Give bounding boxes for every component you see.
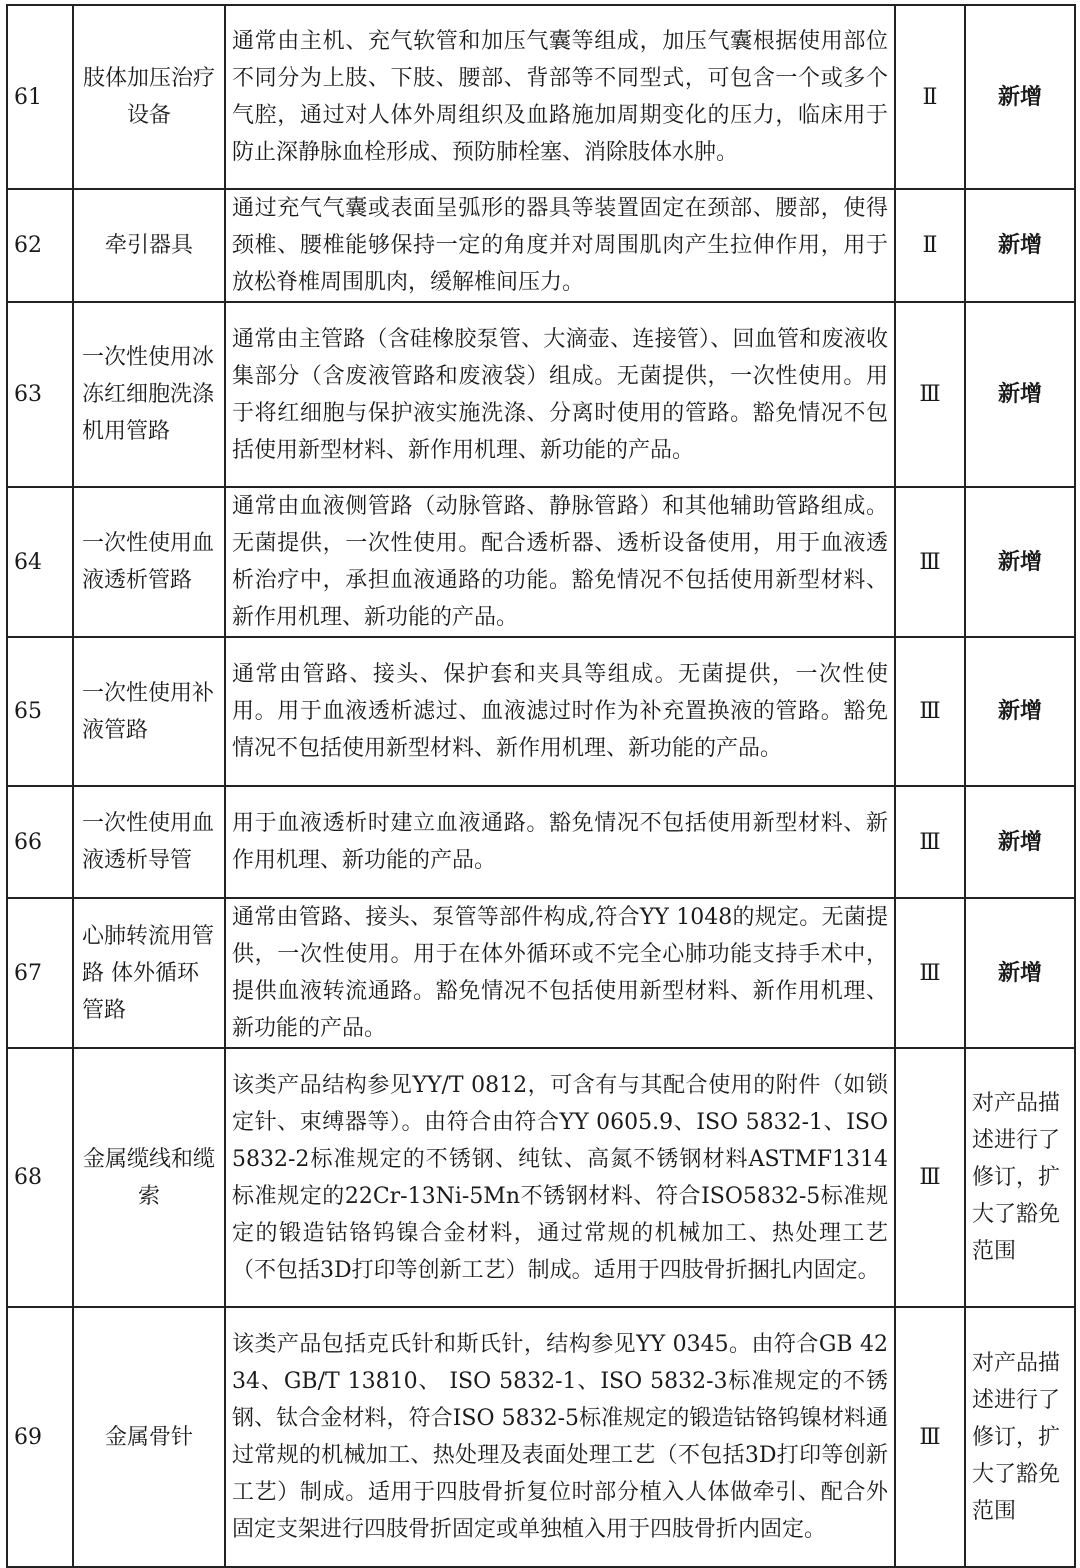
product-name: 一次性使用血液透析导管 bbox=[73, 786, 225, 898]
product-description: 通常由管路、接头、保护套和夹具等组成。无菌提供，一次性使用。用于血液透析滤过、血液滤过时作为补充置换液的管路。豁免情况不包括使用新型材料、新作用机理、新功能的产品。 bbox=[225, 637, 895, 786]
row-number: 68 bbox=[7, 1048, 73, 1307]
table-row bbox=[7, 898, 1075, 1048]
row-number: 69 bbox=[7, 1307, 73, 1567]
product-description: 通常由主管路（含硅橡胶泵管、大滴壶、连接管）、回血管和废液收集部分（含废液管路和废液袋）组成。无菌提供，一次性使用。用于将红细胞与保护液实施洗涤、分离时使用的管路。豁免情况不包括使用新型材料、新作用机理、新功能的产品。 bbox=[225, 302, 895, 487]
row-number: 67 bbox=[7, 898, 73, 1048]
management-class: Ⅲ bbox=[895, 786, 965, 898]
product-description: 用于血液透析时建立血液通路。豁免情况不包括使用新型材料、新作用机理、新功能的产品。 bbox=[225, 786, 895, 898]
change-note: 对产品描述进行了修订，扩大了豁免范围 bbox=[965, 1307, 1075, 1567]
row-number: 63 bbox=[7, 302, 73, 487]
product-name: 一次性使用补液管路 bbox=[73, 637, 225, 786]
table-row bbox=[7, 786, 1075, 898]
change-note: 对产品描述进行了修订，扩大了豁免范围 bbox=[965, 1048, 1075, 1307]
product-description: 通常由血液侧管路（动脉管路、静脉管路）和其他辅助管路组成。无菌提供，一次性使用。配合透析器、透析设备使用，用于血液透析治疗中，承担血液通路的功能。豁免情况不包括使用新型材料、新作用机理、新功能的产品。 bbox=[225, 487, 895, 637]
management-class: Ⅱ bbox=[895, 189, 965, 302]
product-name: 心肺转流用管路 体外循环管路 bbox=[73, 898, 225, 1048]
product-description: 通常由主机、充气软管和加压气囊等组成，加压气囊根据使用部位不同分为上肢、下肢、腰部、背部等不同型式，可包含一个或多个气腔，通过对人体外周组织及血路施加周期变化的压力，临床用于防止深静脉血栓形成、预防肺栓塞、消除肢体水肿。 bbox=[225, 5, 895, 189]
change-note: 新增 bbox=[965, 189, 1075, 302]
management-class: Ⅲ bbox=[895, 898, 965, 1048]
product-name: 金属缆线和缆索 bbox=[73, 1048, 225, 1307]
management-class: Ⅱ bbox=[895, 5, 965, 189]
table-row bbox=[7, 5, 1075, 189]
exemption-table bbox=[6, 4, 1076, 1568]
product-name: 一次性使用冰冻红细胞洗涤机用管路 bbox=[73, 302, 225, 487]
management-class: Ⅲ bbox=[895, 1307, 965, 1567]
product-name: 牵引器具 bbox=[73, 189, 225, 302]
management-class: Ⅲ bbox=[895, 637, 965, 786]
table-row bbox=[7, 637, 1075, 786]
table-row bbox=[7, 189, 1075, 302]
table-row bbox=[7, 302, 1075, 487]
product-name: 一次性使用血液透析管路 bbox=[73, 487, 225, 637]
change-note: 新增 bbox=[965, 898, 1075, 1048]
product-description: 通过充气气囊或表面呈弧形的器具等装置固定在颈部、腰部，使得颈椎、腰椎能够保持一定的角度并对周围肌肉产生拉伸作用，用于放松脊椎周围肌肉，缓解椎间压力。 bbox=[225, 189, 895, 302]
change-note: 新增 bbox=[965, 487, 1075, 637]
change-note: 新增 bbox=[965, 786, 1075, 898]
product-name: 金属骨针 bbox=[73, 1307, 225, 1567]
row-number: 65 bbox=[7, 637, 73, 786]
change-note: 新增 bbox=[965, 637, 1075, 786]
table-row bbox=[7, 1307, 1075, 1567]
product-description: 该类产品包括克氏针和斯氏针，结构参见YY 0345。由符合GB 4234、GB/T 13810、 ISO 5832-1、ISO 5832-3标准规定的不锈钢、钛合金材料，符合ISO 5832-5标准规定的锻造钴铬钨镍材料通过常规的机械加工、热处理及表面处理工艺（不包括3D打印等创新工艺）制成。适用于四肢骨折复位时部分植入人体做牵引、配合外固定支架进行四肢骨折固定或单独植入用于四肢骨折内固定。 bbox=[225, 1307, 895, 1567]
row-number: 66 bbox=[7, 786, 73, 898]
change-note: 新增 bbox=[965, 5, 1075, 189]
row-number: 62 bbox=[7, 189, 73, 302]
management-class: Ⅲ bbox=[895, 1048, 965, 1307]
change-note: 新增 bbox=[965, 302, 1075, 487]
management-class: Ⅲ bbox=[895, 302, 965, 487]
management-class: Ⅲ bbox=[895, 487, 965, 637]
product-description: 通常由管路、接头、泵管等部件构成,符合YY 1048的规定。无菌提供，一次性使用。用于在体外循环或不完全心肺功能支持手术中，提供血液转流通路。豁免情况不包括使用新型材料、新作用机理、新功能的产品。 bbox=[225, 898, 895, 1048]
product-description: 该类产品结构参见YY/T 0812，可含有与其配合使用的附件（如锁定针、束缚器等）。由符合由符合YY 0605.9、ISO 5832-1、ISO 5832-2标准规定的不锈钢、纯钛、高氮不锈钢材料ASTMF1314标准规定的22Cr-13Ni-5Mn不锈钢材料、符合ISO5832-5标准规定的锻造钴铬钨镍合金材料，通过常规的机械加工、热处理工艺（不包括3D打印等创新工艺）制成。适用于四肢骨折捆扎内固定。 bbox=[225, 1048, 895, 1307]
table-row bbox=[7, 1048, 1075, 1307]
row-number: 61 bbox=[7, 5, 73, 189]
product-name: 肢体加压治疗设备 bbox=[73, 5, 225, 189]
table-row bbox=[7, 487, 1075, 637]
row-number: 64 bbox=[7, 487, 73, 637]
